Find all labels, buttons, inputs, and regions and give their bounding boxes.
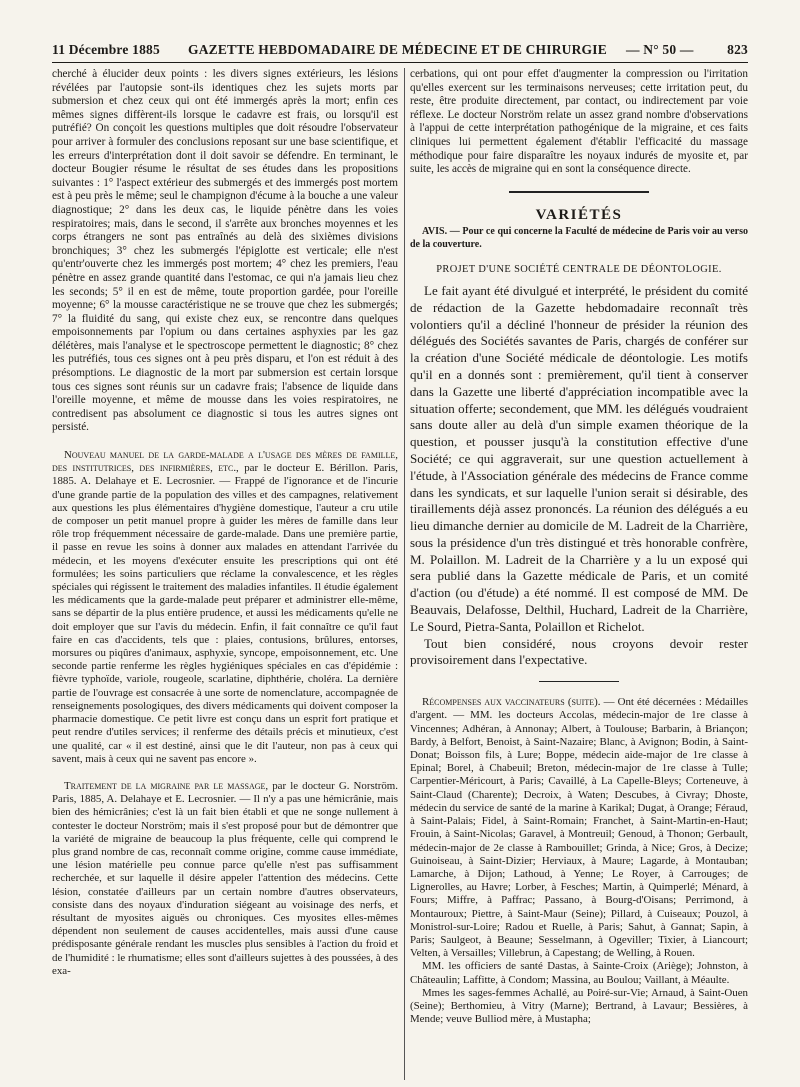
left-column: [52, 68, 398, 1084]
vaccinators-awards: [410, 696, 748, 960]
avis-notice: AVIS. — Pour ce qui concerne la Faculté de médecine de Paris voir au verso de la couverture.: [410, 226, 748, 250]
vaccinators-list: — Ont été décernées : Médailles d'argent. — MM. les docteurs Accolas, médecin-major de 1re classe à Vincennes; Adhéran, à Annonay; Albert, à Toulouse; Barbarin, à Briançon; Bardy, à Belfort, Benoist, à Saint-Nazaire; Blanc, à Avignon; Bodin, à Saint-Donat; Boisson fils, à Lure; Boppe, médecin aide-major de 1re classe à Epinal; Borel, à Chabeuil; Breton, médecin-major de 1re classe à Tulle; Carpentier-Méricourt, à Paris; Cavaillé, à La Capelle-Bleys; Corteneuve, à Saint-Claud (Charente); Decroix, à Waten; Descubes, à Civray; Dhoste, médecin du service de santé de la marine à Karikal; Dugat, à Orange; Féraud, à Saint-Palais; Fidel, à Saint-Romain; Franchet, à Saint-Martin-en-Haut; Frouin, à Saint-Nicolas; Garavel, à Montreuil; Genoud, à Thonon; Gerbault, médecin-major de 2e classe à Rambouillet; Grinda, à Nice; Gros, à Decize; Guinoiseau, à Saint-Dizier; Herviaux, à Maure; Lagarde, à Montauban; Lamarche, à Dijon; Lathoud, à Yenne; Le Royer, à Carrouges; de Lignerolles, au Havre; Lorber, à Fesches; Martin, à Quimperlé; Ménard, à Fours; Miffre, à Paffrac; Passano, à Bourg-d'Oisans; Perrimond, à Montauroux; Piettre, à Saint-Maur (Seine); Pillard, à Cuiseaux; Pouzol, à Monistrol-sur-Loire; Radou et Ruelle, à Paris; Sahut, à Gannat; Sapin, à Paris; Saulgeot, à Beaune; Sesselmann, à Ogeviller; Tixier, à Liancourt; Velten, à Versailles; Villebrun, à Capestang; de Welling, à Rouen.: [410, 696, 748, 960]
review-migraine-title: Traitement de la migraine par le massage,: [64, 779, 269, 792]
review-migraine-body: par le docteur G. Norström. Paris, 1885, A. Delahaye et E. Lecrosnier. — Il n'y a pas une hémicrânie, mais bien des hémicrânies; c'est là un fait bien établi et que ne songe nullement à contester le docteur Norström; mais il s'est proposé pour but de démontrer que la variété de migraine de beaucoup la plus fréquente, celle qui comprend le plus grand nombre de cas, reconnaît comme origine, comme cause immédiate, une lésion matérielle peu connue parce qu'elle n'est pas suffisamment recherchée, et sur laquelle il désire appeler l'attention des médecins. Cette lésion, constatée d'ailleurs par un certain nombre d'autres observateurs, consiste dans des noyaux d'induration siégeant au voisinage des nerfs, et résultant de myosites aiguës ou chroniques. Ces myosites elles-mêmes dépendent non seulement de causes accidentelles, mais aussi d'une cause prédisposante générale rendant les muscles plus sensibles à l'action du froid et de l'humidité : le rhumatisme; elles sont d'ailleurs sujettes à des poussées, à des exa-: [52, 779, 398, 977]
running-header: [52, 42, 748, 63]
migraine-continuation: cerbations, qui ont pour effet d'augmenter la compression ou l'irritation qu'elles exercent sur les terminaisons nerveuses; cette irritation peut, du reste, être produite directement, par contact, ou indirectement par voie réflexe. Le docteur Norström relate un assez grand nombre d'observations à l'appui de cette interprétation pathogénique de la migraine, et ces faits cliniques lui permettent également d'établir l'efficacité du massage méthodique pour faire disparaître les noyaux indurés de myosite et, par suite, les accès de migraine qui en sont la conséquence directe.: [410, 68, 748, 176]
review-garde-malade: [52, 449, 398, 766]
article-separator: [539, 681, 619, 682]
spacer: [52, 435, 398, 449]
deontology-paragraph: Le fait ayant été divulgué et interprété, le président du comité de rédaction de la Gazette hebdomadaire reconnaît très volontiers qu'il a décliné l'honneur de présider la réunion des délégués des Sociétés savantes de Paris, chargés de conférer sur la création d'une Société médicale de déontologie. Les motifs qu'il en a donnés sont : premièrement, qu'il tient à conserver dans la Gazette une liberté d'appréciation incompatible avec la situation offerte; secondement, que MM. les délégués voudraient sans doute aller au delà d'un simple examen théorique de la question, et pousser jusqu'à la constitution effective d'une Société; ce qui aggraverait, sur une question actuellement à l'étude, à l'Association générale des médecins de France comme dans les syndicats, et sur laquelle l'union serait si désirable, des tiraillements déjà assez prononcés. La réunion des délégués a eu lieu dimanche dernier au domicile de M. Ladreit de la Charrière, sous la présidence d'un très distingué et très honorable confrère, M. Polaillon. M. Ladreit de la Charrière y a lu un exposé qui sera publié dans la Gazette médicale de Paris, et un comité d'action (ou d'étude) a été nommé. Il est composé de MM. De Beauvais, Delafosse, Delthil, Huchard, Ladreit de la Charrière, Le Sourd, Pietra-Santa, Polaillon et Richelot.: [410, 282, 748, 634]
officers-list: MM. les officiers de santé Dastas, à Sainte-Croix (Ariège); Johnston, à Châteaulin; Laffitte, à Condom; Massina, au Boulou; Vaillant, à Méaulte.: [410, 960, 748, 986]
deontology-article: [410, 283, 748, 669]
right-column: [410, 68, 748, 1084]
review-migraine: [52, 780, 398, 978]
header-date: 11 Décembre 1885: [52, 42, 160, 57]
page-number: 823: [727, 42, 748, 57]
review-garde-malade-body: par le docteur E. Bérillon. Paris, 1885. A. Delahaye et E. Lecrosnier. — Frappé de l'ignorance et de l'incurie d'une grande partie de la population des villes et des campagnes, relativement aux questions les plus élémentaires d'hygiène domestique, l'auteur a cru utile de composer un petit manuel propre à guider les mères de famille dans leur rôle trop fréquemment nécessaire de garde-malade. Dans une première partie, il passe en revue les soins à donner aux malades en attendant l'arrivée du médecin, et les moyens d'exécuter ensuite les prescriptions qui ont été formulées; les soins particuliers que réclame la convalescence, et les règles spéciales qui régissent le traitement des maladies infantiles. Il étudie également les médicaments que la garde-malade peut préparer et administrer elle-même, sans se départir de la plus entière prudence, et aussi les médicaments qu'elle ne doit employer que sur l'avis du médecin. Enfin, il fait connaître ce qu'il faut faire en cas d'accidents, tels que : plaies, contusions, brûlures, entorses, morsures ou piqûres d'animaux, asphyxie, syncope, empoisonnement, etc. Une seconde partie renferme les règles hygiéniques spéciales en cas d'épidémie : fièvre typhoïde, variole, rougeole, scarlatine, diphthérie, choléra. La dernière partie de l'ouvrage est consacrée à une sorte de nomenclature, accompagnée de renseignements posologiques, des divers médicaments qui doivent composer la pharmacie domestique. Ce petit livre est conçu dans un esprit fort pratique et peut rendre d'utiles services; il renferme des détails précis et minutieux, c'est une qualité, car « il est destiné, ainsi que le dit l'auteur, non pas à ceux qui savent, mais à ceux qui ne savent pas encore ».: [52, 462, 398, 765]
deontology-heading: PROJET D'UNE SOCIÉTÉ CENTRALE DE DÉONTOLOGIE.: [436, 264, 722, 276]
journal-title: GAZETTE HEBDOMADAIRE DE MÉDECINE ET DE CHIRURGIE: [188, 42, 607, 57]
deontology-closing: Tout bien considéré, nous croyons devoir rester provisoirement dans l'expectative.: [410, 635, 748, 668]
submersion-conclusion: cherché à élucider deux points : les divers signes extérieurs, les lésions révélées par l'autopsie sont-ils identiques chez les sujets morts par submersion et chez ceux qui ont été immergés après la mort; enfin ces mêmes signes diffèrent-ils lorsque le cadavre est frais, ou lorsqu'il est putréfié? On conçoit les questions multiples que doit résoudre l'observateur pour arriver à formuler des conclusions reposant sur une base scientifique, et les erreurs d'interprétation dont il doit savoir se défendre. En terminant, le docteur Bougier résume le résultat de ses études dans les propositions suivantes : 1° l'aspect extérieur des submergés et des immergés post mortem est à peu près le même; seul le champignon d'écume à la bouche a une valeur diagnostique; 2° dans les deux cas, le liquide pénètre dans les voies respiratoires; mais, dans le second, il s'arrête aux bronches moyennes et les corps étrangers ne sont pas entraînés au delà des sixièmes divisions bronchiques; 3° chez les submergés l'épiglotte est verticale; elle n'est qu'entr'ouverte chez les immergés post mortem; 4° chez les premiers, l'eau pénètre en assez grande quantité dans l'estomac, ce qui n'a jamais lieu chez les seconds; 5° il en est de même, toute proportion gardée, pour l'oreille moyenne; 6° la mousse caractéristique ne se trouve que chez les submergés; 7° la fluidité du sang, qui existe chez eux, se rencontre dans quelques empoisonnements par l'opium ou dans certaines asphyxies par les gaz délétères, mais l'analyse et le spectroscope permettent le diagnostic; 8° chez les putréfiés, tous ces signes ont à peu près disparu, et l'on est réduit à des présomptions. Le diagnostic de la mort par submersion est certain lorsque tous ces signes sont réunis sur un cadavre frais; l'absence de liquide dans l'oreille moyenne, et même de mousse dans les voies respiratoires, ne contredisent pas absolument ce diagnostic si tous les autres signes ont persisté.: [52, 68, 398, 434]
column-divider: [404, 68, 405, 1080]
vaccinators-heading: Récompenses aux vaccinateurs (suite).: [422, 696, 601, 709]
spacer: [52, 766, 398, 780]
section-title: VARIÉTÉS: [535, 206, 623, 223]
issue-number: — N° 50 —: [626, 42, 694, 57]
section-separator: [509, 191, 649, 193]
midwives-list: Mmes les sages-femmes Achallé, au Poiré-sur-Vie; Arnaud, à Saint-Ouen (Seine); Berthomieu, à Vitry (Marne); Bertrand, à Lavaur; Bessières, à Mende; veuve Bulliod mère, à Mustapha;: [410, 986, 748, 1026]
review-garde-malade-title: Nouveau manuel de la garde-malade a l'usage des mères de famille, des institutrices, des infirmières, etc.,: [52, 449, 398, 475]
